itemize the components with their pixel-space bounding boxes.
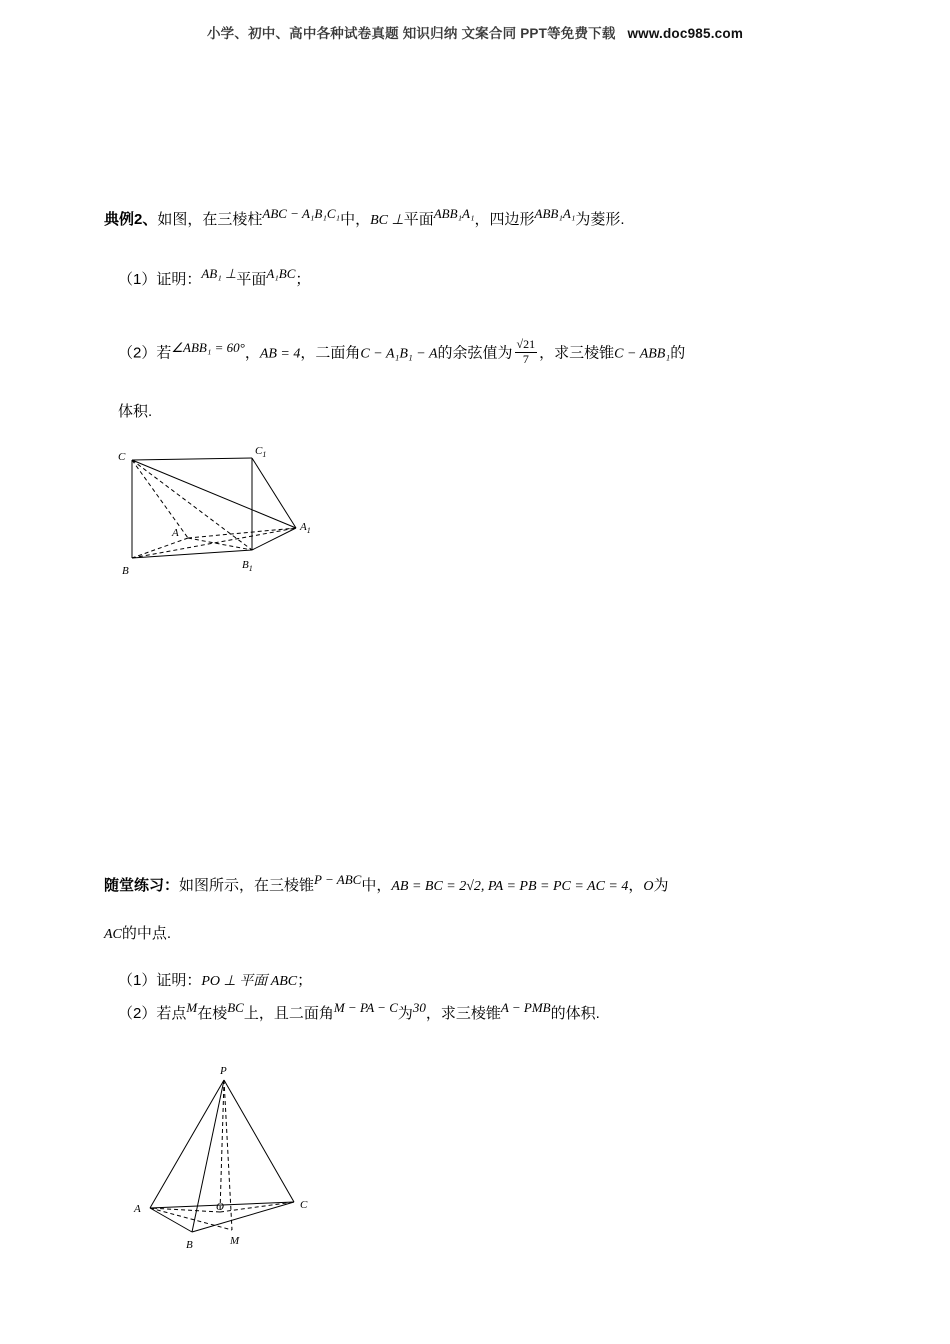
example-part2-end: 的	[670, 344, 686, 362]
example-part2-line2: 体积.	[118, 403, 153, 420]
watermark-text: 小学、初中、高中各种试卷真题 知识归纳 文案合同 PPT等免费下载	[206, 26, 616, 41]
practice-part-2	[118, 1000, 918, 1022]
vertex-label-B: B	[122, 565, 129, 577]
example-part-1	[118, 266, 918, 288]
pyramid-svg	[120, 1060, 380, 1260]
example-plane-expr-2: ABB₁A₁	[534, 206, 576, 221]
vertex-label-P: P	[220, 1065, 227, 1077]
example-perp-expr: BC ⊥	[370, 213, 404, 228]
practice-part2-solid: A − PMB	[500, 1000, 551, 1015]
vertex-label-B: B	[186, 1239, 193, 1251]
practice-stem-line-2	[104, 926, 171, 942]
example-part2-dihedral: C − A₁B₁ − A	[360, 346, 438, 362]
practice-part2-f: 的体积.	[550, 1005, 600, 1022]
example-stem-text-4: 为菱形.	[575, 211, 625, 228]
practice-part2-bc: BC	[227, 1000, 244, 1015]
vertex-label-O: O	[216, 1201, 224, 1213]
example-part2-solid: C − ABB₁	[614, 346, 671, 362]
practice-part2-m: M	[186, 1000, 198, 1015]
example-part2-angle: ∠ABB₁ = 60°	[171, 339, 245, 355]
figure-prism	[100, 440, 360, 595]
practice-part1-number: （1）证明：	[118, 972, 202, 989]
example-number: 2、	[134, 211, 158, 228]
practice-stem-text-3: ，	[628, 877, 644, 894]
example-part2-number: （2）若	[118, 344, 172, 362]
example-stem	[104, 206, 904, 228]
figure-pyramid	[120, 1060, 380, 1265]
practice-part2-c: 上，且二面角	[243, 1005, 334, 1022]
practice-part2-e: ，求三棱锥	[425, 1005, 501, 1022]
example-label: 典例	[104, 211, 135, 228]
example-part2-length: AB = 4	[259, 346, 301, 362]
example-part1-end: ；	[295, 271, 311, 288]
vertex-label-C1: $C_1$	[255, 445, 267, 459]
practice-point-o: O	[643, 879, 654, 894]
example-part1-plane-word: 平面	[236, 271, 267, 288]
practice-label: 随堂练习：	[104, 877, 180, 894]
practice-part2-dihedral: M − PA − C	[333, 1000, 398, 1015]
watermark-url: www.doc985.com	[627, 26, 744, 41]
practice-part2-b: 在棱	[197, 1005, 228, 1022]
practice-line2-text: 的中点.	[121, 925, 172, 942]
vertex-label-B1: $B_1$	[242, 559, 253, 573]
practice-solid: P − ABC	[314, 872, 362, 887]
fraction-numerator: √21	[516, 337, 536, 351]
practice-part-1	[118, 973, 312, 989]
vertex-label-A: A	[172, 527, 179, 539]
example-part1-number: （1）证明：	[118, 271, 202, 288]
example-prism-expr: ABC − A₁B₁C₁	[262, 206, 341, 221]
example-part-2-line-2	[118, 404, 152, 420]
practice-stem-text-1: 如图所示，在三棱锥	[179, 877, 315, 894]
watermark-banner	[0, 22, 950, 42]
example-part2-mid-text: 的余弦值为	[437, 344, 513, 362]
practice-given: AB = BC = 2√2, PA = PB = PC = AC = 4	[391, 879, 629, 894]
example-stem-text-2: 中，	[340, 211, 371, 228]
example-part2-tail: ，求三棱锥	[539, 344, 615, 362]
practice-part2-d: 为	[397, 1005, 413, 1022]
vertex-label-C: C	[118, 451, 126, 463]
example-part1-plane: A₁BC	[266, 266, 296, 281]
example-plane-expr-1: ABB₁A₁	[433, 206, 475, 221]
vertex-label-M: M	[230, 1235, 240, 1247]
practice-line2-expr: AC	[104, 927, 122, 942]
practice-part2-a: （2）若点	[118, 1005, 187, 1022]
practice-stem-text-4: 为	[653, 877, 669, 894]
vertex-label-C: C	[300, 1199, 308, 1211]
practice-part2-degree: 30	[412, 1000, 426, 1015]
example-part2-sep-2: ，二面角	[300, 344, 361, 362]
vertex-label-A1: $A_1$	[300, 521, 311, 535]
practice-part1-end: ；	[297, 972, 313, 989]
example-stem-text-1: 如图，在三棱柱	[157, 211, 263, 228]
practice-stem-text-2: 中，	[361, 877, 392, 894]
example-plane-word-1: 平面	[403, 211, 434, 228]
example-part1-expr: AB₁ ⊥	[201, 266, 237, 281]
example-stem-text-3: ，四边形	[474, 211, 535, 228]
prism-svg	[100, 440, 360, 590]
fraction-denominator: 7	[522, 351, 529, 366]
example-part2-sep-1: ，	[244, 344, 260, 362]
practice-part1-expr: PO ⊥ 平面 ABC	[201, 974, 298, 989]
example-part2-fraction	[515, 338, 538, 367]
practice-stem	[104, 872, 914, 894]
example-part-2	[118, 337, 918, 369]
vertex-label-A: A	[134, 1203, 141, 1215]
